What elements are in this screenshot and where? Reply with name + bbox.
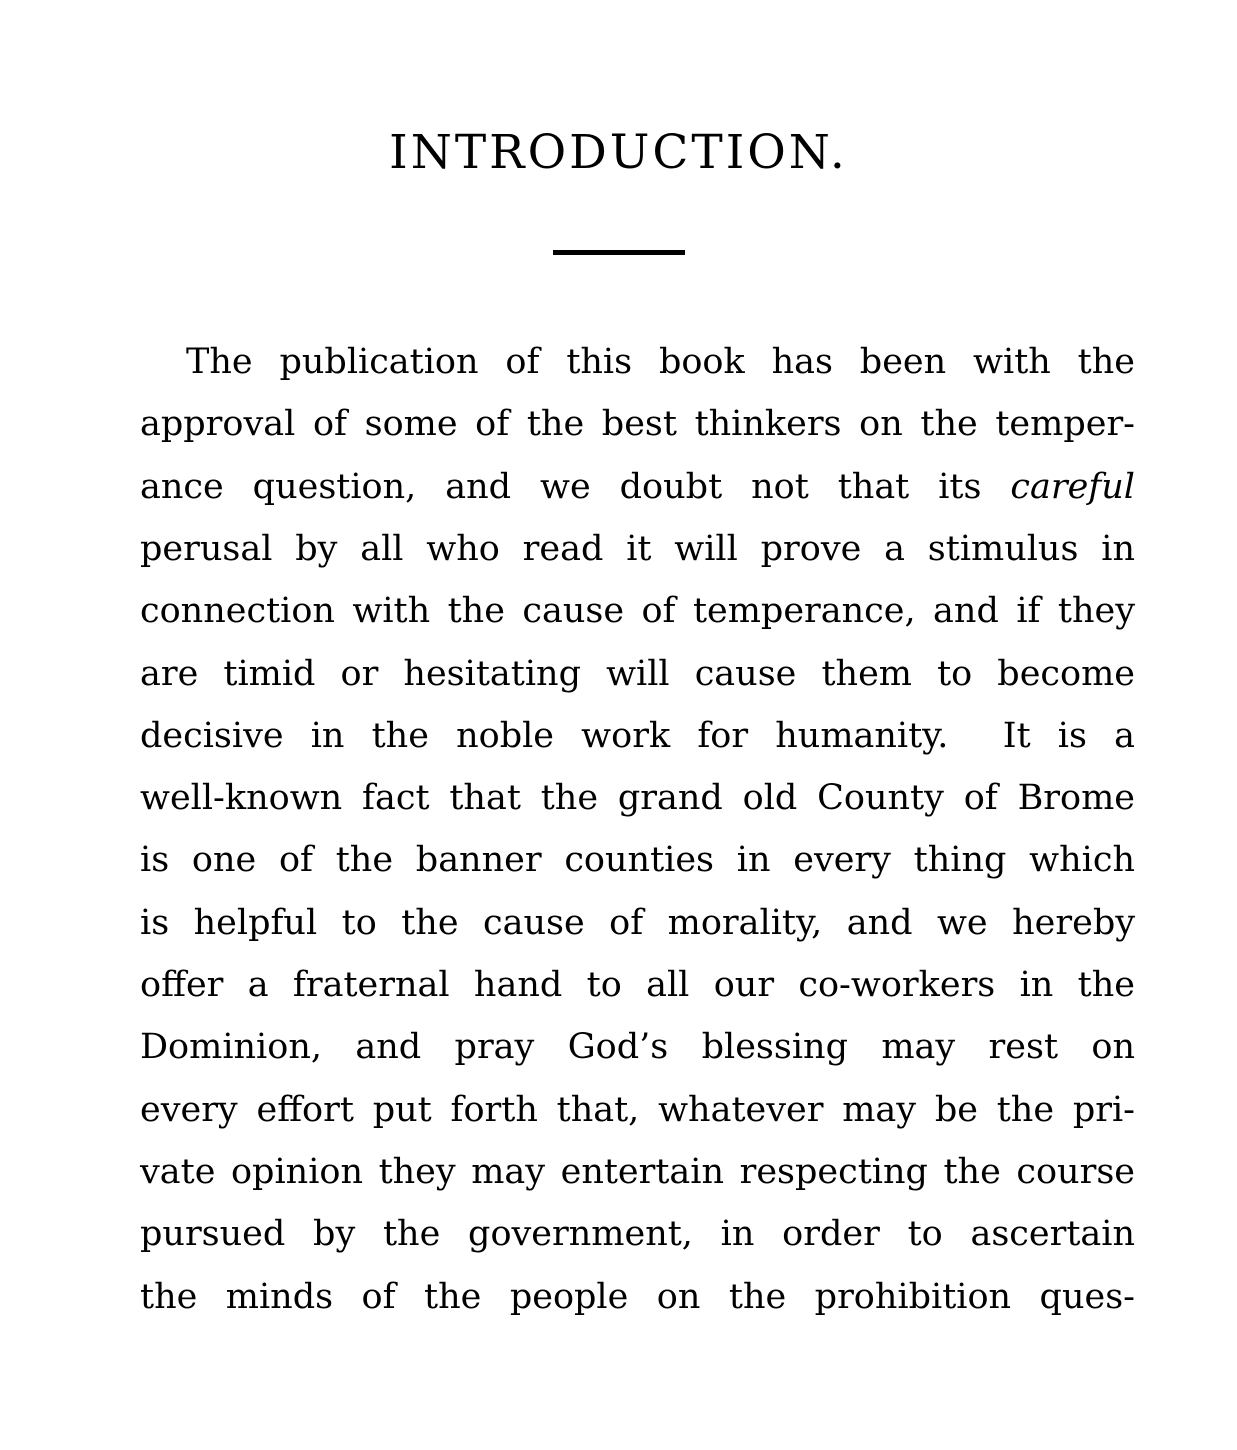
text-line-content: The publication of this book has been with the <box>186 342 1135 383</box>
text-line-content: pursued by the government, in order to ascertain <box>140 1214 1135 1255</box>
text-line-content: well-known fact that the grand old County of Brome <box>140 778 1135 819</box>
text-line <box>140 331 1135 393</box>
text-line-content: are timid or hesitating will cause them to become <box>140 653 1135 694</box>
text-line-content: offer a fraternal hand to all our co-workers in the <box>140 965 1135 1006</box>
text-line-content: ance question, and we doubt not that its <box>140 466 1011 507</box>
text-line-content: approval of some of the best thinkers on the temper- <box>140 404 1135 445</box>
title-divider <box>553 250 685 255</box>
text-line <box>140 518 1135 580</box>
text-line <box>140 954 1135 1016</box>
italic-word: careful <box>1010 466 1135 507</box>
text-line-content: decisive in the noble work for humanity. It is a <box>140 715 1135 756</box>
text-line <box>140 643 1135 705</box>
text-line-content: Dominion, and pray God’s blessing may rest on <box>140 1027 1135 1068</box>
paragraph <box>140 331 1135 1328</box>
text-line <box>140 705 1135 767</box>
text-line <box>140 892 1135 954</box>
text-line-content: is one of the banner counties in every thing which <box>140 840 1135 881</box>
text-line <box>140 393 1135 455</box>
text-line-content: is helpful to the cause of morality, and we hereby <box>140 902 1135 943</box>
text-line-content: the minds of the people on the prohibition ques- <box>140 1276 1135 1317</box>
text-line <box>140 1141 1135 1203</box>
text-line <box>140 1266 1135 1328</box>
text-line-content: every effort put forth that, whatever may be the pri- <box>140 1089 1135 1130</box>
text-line <box>140 829 1135 891</box>
text-line-content: vate opinion they may entertain respecting the course <box>140 1151 1135 1192</box>
text-line-content: perusal by all who read it will prove a stimulus in <box>140 528 1135 569</box>
text-line <box>140 580 1135 642</box>
text-line <box>140 1079 1135 1141</box>
text-line <box>140 1016 1135 1078</box>
text-line-content: connection with the cause of temperance, and if they <box>140 591 1135 632</box>
text-line <box>140 1203 1135 1265</box>
text-line <box>140 456 1135 518</box>
text-line <box>140 767 1135 829</box>
page-title: INTRODUCTION. <box>389 125 848 180</box>
